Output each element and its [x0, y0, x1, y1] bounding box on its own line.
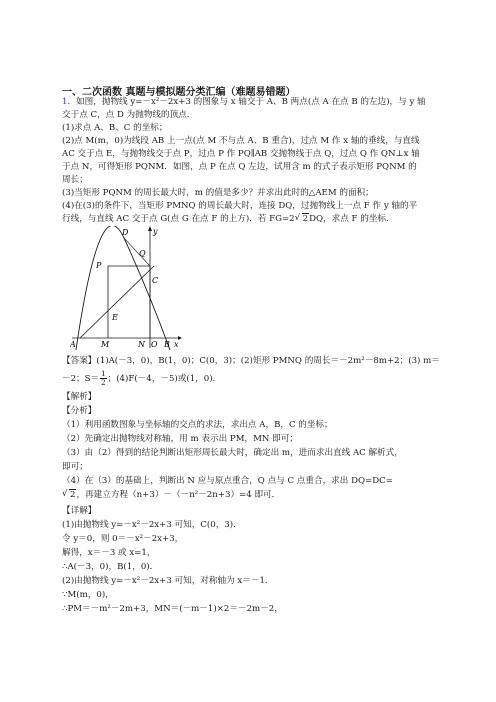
parabola-curve [76, 226, 170, 350]
detail-line-6: ∵M(m，0)， [62, 590, 114, 600]
label-n: N [138, 340, 145, 349]
detail-line-2: 令 y＝0，则 0＝－x²－2x+3， [62, 534, 184, 544]
sqrt-symbol-2: √ 2 [62, 489, 76, 501]
x-axis-arrow [178, 336, 182, 340]
label-c: C [152, 276, 159, 285]
label-q: Q [139, 249, 146, 258]
problem-line-7: 周长； [62, 175, 88, 185]
detail-line-5: (2)由抛物线 y=－x²－2x+3 可知，对称轴为 x＝－1． [62, 576, 274, 586]
analysis-item-2: （2）先确定出抛物线对称轴，用 m 表示出 PM，MN 即可； [62, 434, 298, 444]
label-o: O [151, 340, 158, 349]
detail-line-7: ∴PM＝－m²－2m+3，MN＝(－m－1)×2＝－2m－2， [62, 604, 283, 614]
problem-line-4: (2)点 M(m，0)为线段 AB 上一点(点 M 不与点 A、B 重合)，过点 M 作 x 轴的垂线，与直线 [62, 136, 420, 146]
analysis-item-4-cont: √ 2，再建立方程（n+3）－（－n²－2n+3）=4 即可． [62, 489, 280, 501]
problem-line-1: 1．如图，抛物线 y=－x²－2x+3 的图象与 x 轴交于 A、B 两点(点 A 在点 B 的左边)，与 y 轴 [62, 97, 426, 107]
answer-label: 【答案】 [62, 356, 97, 366]
line-ac [80, 266, 154, 338]
sqrt-symbol: √ 2 [295, 213, 309, 225]
section-title: 一、二次函数 真题与模拟题分类汇编（难题易错题） [62, 87, 296, 98]
problem-line-9: (4)在(3)的条件下，当矩形 PMNQ 的周长最大时，连接 DQ，过抛物线上一点 F 作 y 轴的平 [62, 201, 418, 211]
problem-line-6: 于点 N，可得矩形 PQNM．如图，点 P 在点 Q 左边，试用含 m 的式子表示矩形 PQNM 的 [62, 162, 417, 172]
detail-line-4: ∴A(－3，0)，B(1，0)． [62, 562, 159, 572]
analysis-heading: 【解析】 [62, 392, 97, 402]
y-axis-arrow [148, 226, 152, 231]
analysis-item-3-cont: 即可； [62, 462, 88, 472]
analysis-item-4: （4）在（3）的基础上，判断出 N 应与原点重合，Q 点与 C 点重合，求出 DQ=DC= [62, 476, 393, 486]
answer-line-1: 【答案】(1)A(－3，0)，B(1，0)；C(0，3)；(2)矩形 PMNQ 的周长＝－2m²－8m+2；(3) m＝ [62, 356, 440, 366]
rectangle-pqnm [108, 266, 150, 338]
label-a: A [70, 340, 76, 349]
problem-number: 1． [62, 97, 77, 107]
detail-line-1: (1)由抛物线 y=－x²－2x+3 可知，C(0，3)． [62, 520, 242, 530]
problem-line-8: (3)当矩形 PQNM 的周长最大时，m 的值是多少？并求出此时的△AEM 的面积； [62, 188, 374, 198]
analysis-subheading: 【分析】 [62, 406, 97, 416]
label-e: E [112, 313, 118, 322]
segment-dq [124, 238, 150, 266]
label-b: B [164, 340, 170, 349]
label-m: M [101, 340, 110, 349]
problem-line-3: (1)求点 A、B、C 的坐标； [62, 123, 168, 133]
label-x: x [174, 340, 179, 349]
label-y: y [153, 227, 158, 236]
problem-line-10: 行线，与直线 AC 交于点 G(点 G 在点 F 的上方)．若 FG=2√ 2DQ，求点 F 的坐标． [62, 213, 395, 225]
parabola-figure [70, 226, 182, 350]
analysis-item-3: （3）由（2）得到的结论判断出矩形周长最大时，确定出 m，进而求出直线 AC 解析式， [62, 448, 403, 458]
problem-line-5: AC 交于点 E，与抛物线交于点 P，过点 P 作 PQ∥AB 交抛物线于点 Q，过点 Q 作 QN⊥x 轴 [62, 149, 420, 159]
detail-heading: 【详解】 [62, 506, 97, 516]
label-p: P [96, 261, 102, 270]
fraction-one-half: $\frac{1}{2}$ [101, 370, 106, 387]
label-d: D [122, 228, 129, 237]
answer-line-2: －2；S＝ $\frac{1}{2}$ ；(4)F(－4，－5)或(1，0)． [62, 370, 222, 387]
detail-line-3: 解得，x＝－3 或 x=1， [62, 548, 156, 558]
problem-line-2: 交于点 C，点 D 为抛物线的顶点． [62, 110, 196, 120]
analysis-item-1: （1）利用函数图象与坐标轴的交点的求法，求出点 A，B，C 的坐标； [62, 420, 333, 430]
